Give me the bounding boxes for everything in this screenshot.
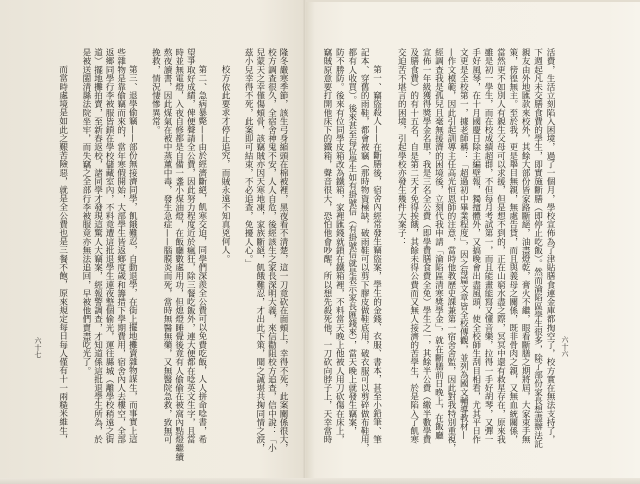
blank-line xyxy=(137,48,149,450)
text-line: 防不勝防。後來有位同學皮箱改為鐵箱，家裡匯錢就鎖在鐵箱裡，不料當天晚上他被人用刀砍傷在床上， xyxy=(334,48,345,444)
blank-line xyxy=(207,48,219,450)
text-line: 而當時處境是如此之艱苦險惡，就是全公費也是三餐不飽，原來規定每日每人僅有十一兩糙米維生， xyxy=(57,65,68,444)
text-line: 文更是全校第一，據老師稱：「超過初中畢業程度」，因之每篇文章皆全校傳觀，並列為國文輔導教材— xyxy=(458,48,469,440)
text-line: 兒蒙天之幸僅傷頰骨，該竊賊亦因天寒地凍，家族斷絕，飢餓難忍，才出此下策，聞之誠堪共掬同情之淚， xyxy=(254,48,265,453)
page-number-right: 六十六 xyxy=(561,336,569,357)
section-two-start: 第二、急病暴斃——由於經濟斷絕，飢寒交迫，同學們深羨全公費可以免費吃飯，人人拼命唸書，希 xyxy=(196,65,207,444)
text-line: 隆冬嚴寒季節，該生弓身縮頭在棉被裡，黑夜看不清楚，這一刀竟砍在面頰上，幸得不死，此案關係很大， xyxy=(278,48,288,453)
text-line: 交迫苦不堪言的困境，引起學校亦發生幾件大案子： xyxy=(396,48,407,246)
text-line: 竊賊原意要打開他床下的鐵箱，聲音很大，恐怕他會吵醒，所以想先殺死他，一刀砍向脖子上，天幸當時 xyxy=(321,48,332,444)
text-line: 都有人收買）。後來甚至每位學生如有掛號信（有掛號信就是表示家長匯錢來），當天晚上就發生竊案， xyxy=(346,48,357,435)
text-line: 道）擺地攤拍賣，至新春返校，諸同學才發現這驚人大竊案，經報警調查，才知道係這批退學生所為，於 xyxy=(92,48,103,444)
text-line: 茲小兒幸得不死，此案即可結束，不必追查，免擾人心。」 xyxy=(243,48,254,268)
page-bottom-edge xyxy=(0,478,640,484)
text-line: 經調查我是孤兒且毫無援濟的困境後，立刻代我申請「淪陷區清寒獎學金」，就在斷膳前日晚上，在飯廳 xyxy=(433,48,444,440)
book-gutter xyxy=(303,0,306,484)
text-line: 挽救，情況悽慘異常。 xyxy=(150,48,161,134)
text-line: 是被送閩清縣法院坐牢，而失竊之全部行李被服竟亦無法追回，早被他們賣盡吃光了。 xyxy=(80,48,91,375)
text-line: 及膳食費）的有十五名，自是第二天才免得挨餓，其餘未得公費而又無人接濟的苦學生，於是陷入了飢寒 xyxy=(408,48,419,444)
blank-line xyxy=(68,48,80,450)
text-line: 下週起凡未交膳食費的學生，即實施斷膳（即停止吃飯）。然而淪陷區學生很多，除了部份家長想盡辦法託 xyxy=(532,48,543,448)
page-number-left: 六十七 xyxy=(34,337,42,358)
left-page-text xyxy=(56,48,288,461)
text-line: 校方調查很久，全宿舍神鬼不安，人人自危，後經該生之家長深明大義，來信勸阻校方追查，信中說：「小 xyxy=(266,48,277,453)
text-line: —作文模範，因此引起訓導主任高光恒恩師的注意，當時他教歷史課兼第一宿舍舍監，因此對我特別重視， xyxy=(445,48,456,453)
section-three-start: 第三、退學偷竊——部份無接濟同學，飢餓難忍，自動退學，在街上擺地攤賣雜物謀生，而事實上這 xyxy=(127,65,138,444)
section-one-start: 第一、竊盜殺人——在斷膳後，宿舍內經常發生竊盜案，學生的金錢、衣服、書本，甚至小鉛筆、筆 xyxy=(371,65,382,444)
text-line: 雖是初一學生，而在校成績超群，不但每月考試第一，而且能畫能寫又懂音樂，拉得一手好胡琴，又彈一 xyxy=(483,48,494,444)
text-line: 手好風琴，在十月國慶日除主編壁報，獨擅體外，又搞晚會出盡風頭，使全校師生刮目相看，尤其平日作 xyxy=(470,48,481,444)
text-line: 校方依此要求才停止追究，而賊永遠不知真兇何人。 xyxy=(220,65,231,263)
text-line: 宣佈一年級獲得獎學金名單，我是三名全公費（即學費膳食費全免）學生之一，其餘半公費（繳半數學費 xyxy=(421,48,432,444)
blank-line xyxy=(383,48,395,450)
text-line: 時並無電燈，入夜自修都是自備一盞小煤油燈，在飯廳數處用功，但熄燈睡覺後竟有人偷偷在被窩內點燈繼續 xyxy=(173,48,184,461)
text-line: 熬夜讀書，因此煤氣在被中蒸薰中毒，發生急症——腦膜炎而死，當時無醫無藥，又無醫院急救，致無可 xyxy=(162,48,173,444)
text-line: 策，徬徨無主。至於我，更是舉目無親，無處告貸，而且與義母之關係，既非骨肉之親，又無血統關係， xyxy=(507,48,518,444)
right-page-text xyxy=(320,48,556,453)
text-line: 當然更不如別人有親生父母可以求援，但是想不到的，正在山窮水盡之際，冥冥中還有救星存在，原來我 xyxy=(495,48,506,444)
text-line: 親友由外地匯款來校外，其餘大部份皆家路斷絕，油盡燈乾，膏火不繼，眼看斷膳之期將屆，大家束手無 xyxy=(520,48,531,444)
text-line: 望爭取好成績，俾便聲請全公費，因此努力程度近於瘋狂，除三餐吃飯外，連大便都在唸英文生字，且當 xyxy=(185,48,196,444)
text-line: 活費，生活立刻陷入困境，過了一個月，學校宣佈為了津貼膳食連金庫都掏空了，校方實在無法支持了， xyxy=(545,48,555,444)
text-line: 些雜物是靠偷竊而來的，當年寒假開始，大部學生皆返鄉度歲和籌措下學期費用，宿舍內人去樓空，全部 xyxy=(115,48,126,444)
text-line: 返鄉同學行李被服皆鎖在學校儲藏室內，不料竟遭這批退學生連夜整個偷光，運往縣城（離學校稍遠之街 xyxy=(104,48,115,444)
blank-line xyxy=(230,48,242,450)
text-line: 記本、穿舊的雨鞋，都會被竊（那時物資極缺，破雨鞋可以剪下膠皮做鞋底用，破衣服可以剪碎做布鞋用， xyxy=(359,48,370,453)
